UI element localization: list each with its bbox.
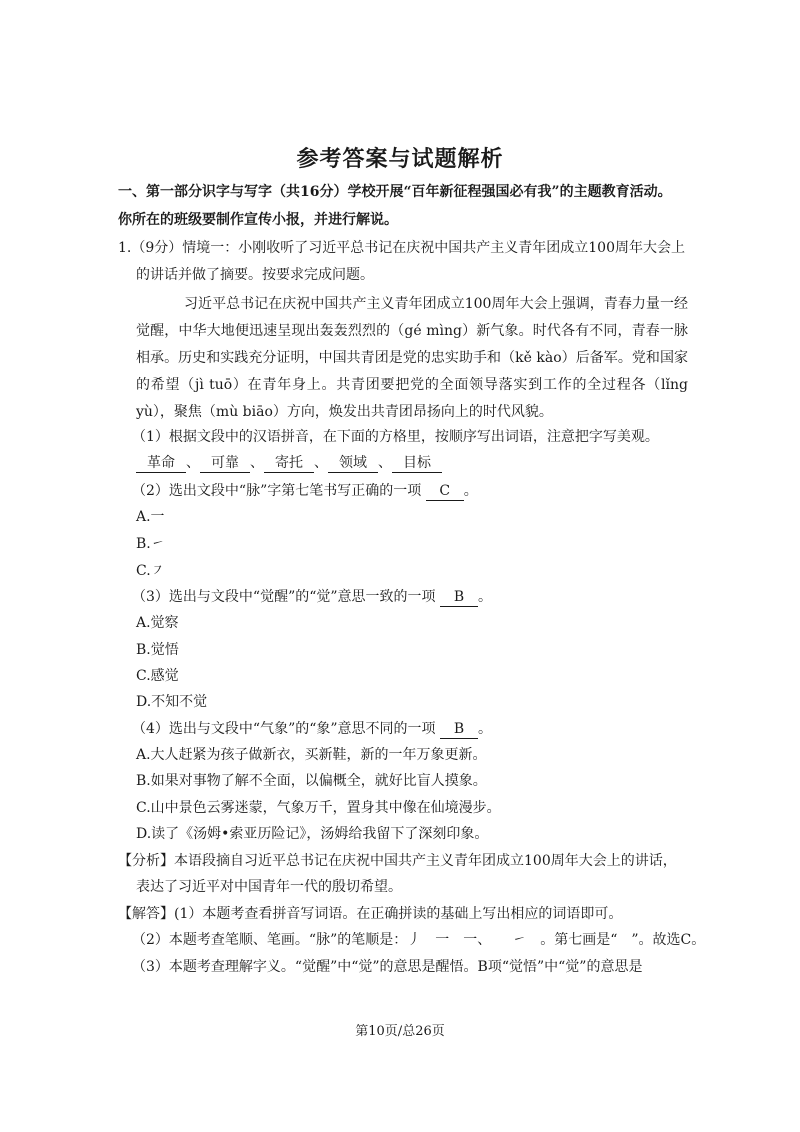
sub-question-1-answers [136, 453, 442, 473]
option: B.觉悟 [136, 642, 179, 658]
separator: 、 [186, 455, 200, 471]
answer-word: 寄托 [264, 454, 314, 473]
sub-question-3-prompt [132, 587, 492, 607]
separator: 、 [250, 455, 264, 471]
sub-question-4-prompt [132, 719, 492, 739]
separator: 、 [314, 455, 328, 471]
section-heading-line-1: 一、第一部分识字与写字（共16分）学校开展“百年新征程强国必有我”的主题教育活动。 [118, 184, 672, 200]
reading-passage: 习近平总书记在庆祝中国共产主义青年团成立100周年大会上强调，青春力量一经觉醒，中华大地便迅速呈现出轰轰烈烈的（gé mìng）新气象。时代各有不同，青春一脉相承。历史和实践充分证明，中国共青团是党的忠实助手和（kě kào）后备军。党和国家的希望（jì tuō）在青年身上。共青团要把党的全面领导落实到工作的全过程各（lǐng yù），聚焦（mù biāo）方向，焕发出共青团昂扬向上的时代风貌。 [136, 296, 688, 420]
question-intro-line-1: 1.（9分）情境一：小刚收听了习近平总书记在庆祝中国共产主义青年团成立100周年大会上 [118, 240, 685, 256]
prompt-text: （4）选出与文段中“气象”的“象”意思不同的一项 [132, 721, 436, 737]
option: B.㇀ [136, 536, 165, 552]
section-heading-line-2: 你所在的班级要制作宣传小报，并进行解说。 [118, 212, 398, 228]
solution-line-1: 【解答】(1）本题考查看拼音写词语。在正确拼读的基础上写出相应的词语即可。 [118, 906, 623, 922]
prompt-text: （3）选出与文段中“觉醒”的“觉”意思一致的一项 [132, 589, 436, 605]
option: C.感觉 [136, 668, 179, 684]
prompt-end: 。 [463, 483, 478, 499]
question-intro-line-2: 的讲话并做了摘要。按要求完成问题。 [136, 267, 374, 283]
analysis-line-2: 表达了习近平对中国青年一代的殷切希望。 [136, 879, 402, 895]
solution-line-3: （3）本题考查理解字义。“觉醒”中“觉”的意思是醒悟。B项“觉悟”中“觉”的意思是 [132, 959, 643, 975]
option: C.㇇ [136, 563, 165, 579]
sub-question-2-prompt [132, 481, 478, 501]
answer-word: 可靠 [200, 454, 250, 473]
answer-word: 目标 [392, 454, 442, 473]
option: A.觉察 [136, 615, 179, 631]
answer-blank: B [440, 720, 478, 739]
option: D.读了《汤姆•索亚历险记》，汤姆给我留下了深刻印象。 [136, 826, 489, 842]
prompt-end: 。 [478, 721, 492, 737]
separator: 、 [378, 455, 392, 471]
answer-word: 领域 [328, 454, 378, 473]
option: A.大人赶紧为孩子做新衣，买新鞋，新的一年万象更新。 [136, 747, 487, 763]
page-footer: 第10页/总26页 [355, 1024, 445, 1039]
option: B.如果对事物了解不全面，以偏概全，就好比盲人摸象。 [136, 773, 487, 789]
option: D.不知不觉 [136, 694, 208, 710]
solution-line-2: （2）本题考查笔顺、笔画。“脉”的笔顺是：丿 一 一、 ㇀ 。第七画是“ ”。故选C。 [132, 932, 706, 948]
answer-word: 革命 [136, 454, 186, 473]
prompt-text: （2）选出文段中“脉”字第七笔书写正确的一项 [132, 483, 422, 499]
option: A.一 [136, 509, 165, 525]
option: C.山中景色云雾迷蒙，气象万千，置身其中像在仙境漫步。 [136, 800, 501, 816]
prompt-end: 。 [478, 589, 492, 605]
answer-blank: C [426, 482, 464, 501]
analysis-line-1: 【分析】本语段摘自习近平总书记在庆祝中国共产主义青年团成立100周年大会上的讲话， [118, 853, 677, 869]
page-title: 参考答案与试题解析 [296, 146, 504, 172]
answer-blank: B [440, 588, 478, 607]
sub-question-1-prompt: （1）根据文段中的汉语拼音，在下面的方格里，按顺序写出词语，注意把字写美观。 [132, 429, 659, 445]
